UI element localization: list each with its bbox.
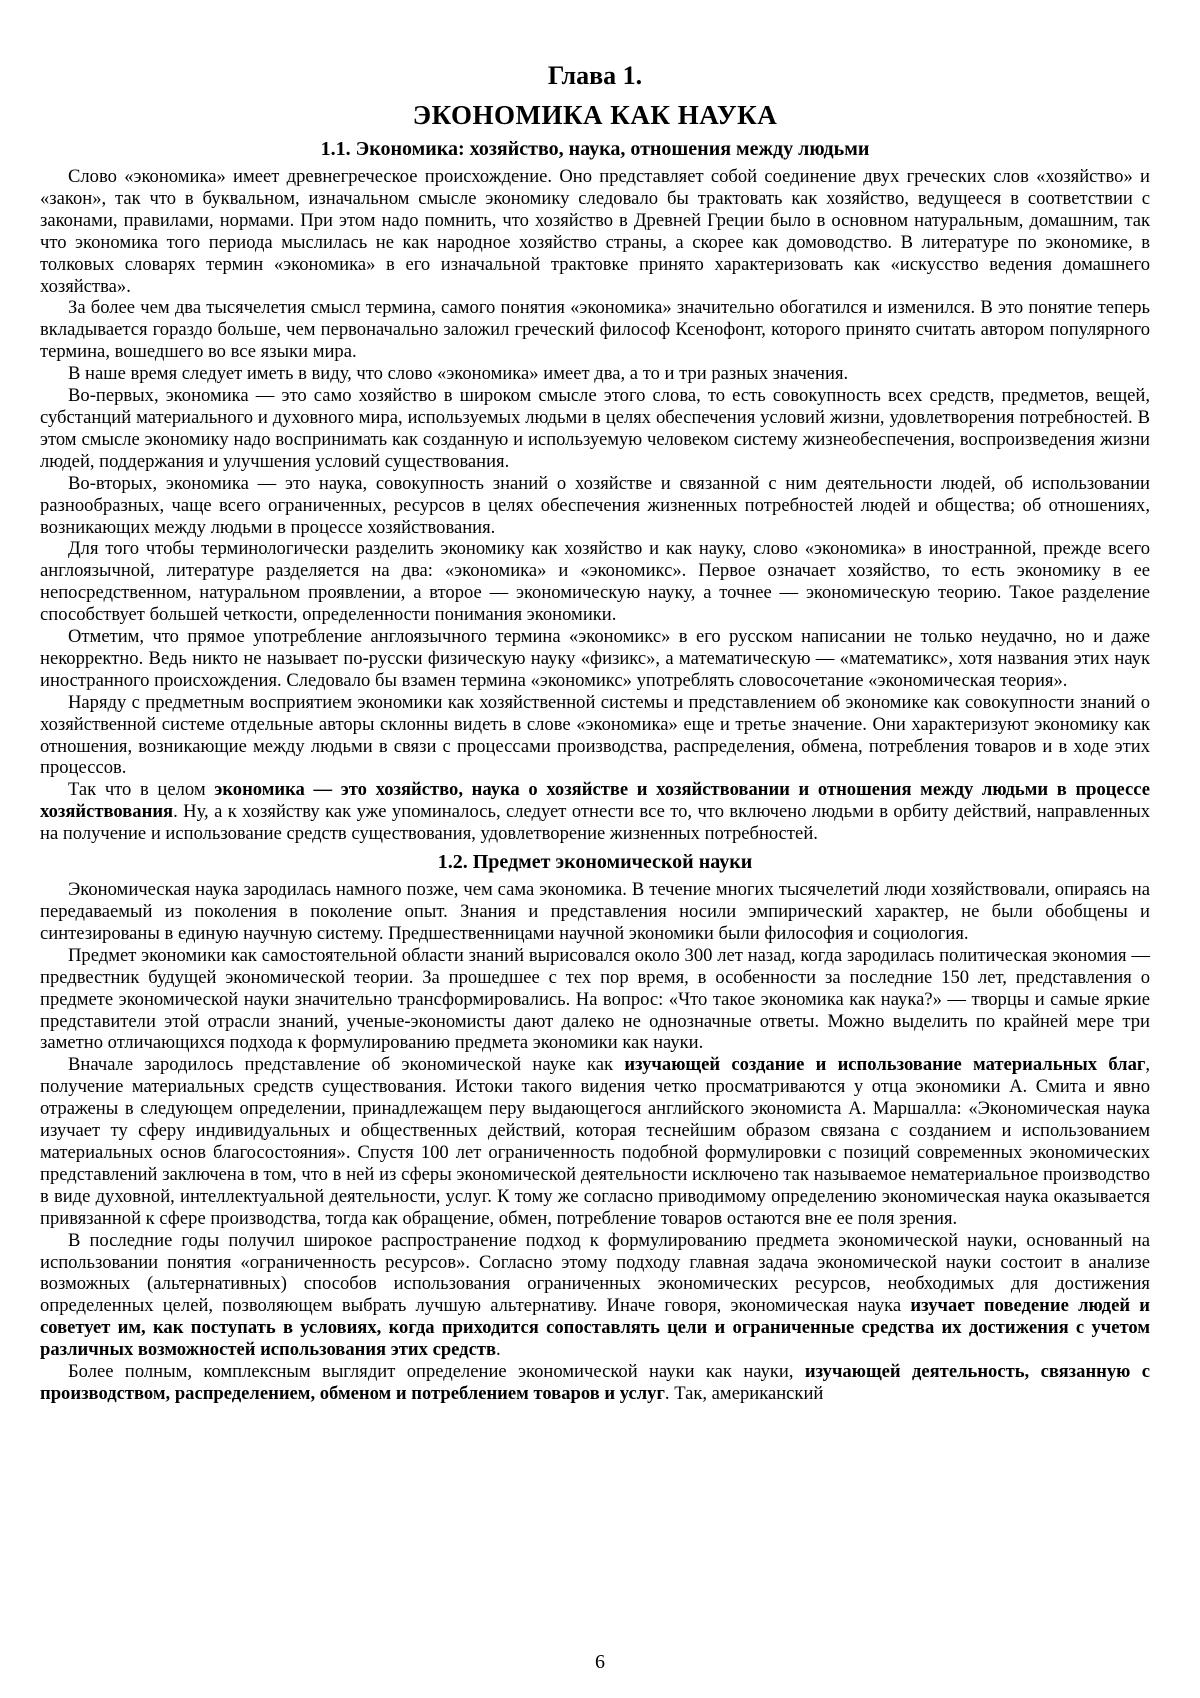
text-run: Более полным, комплексным выглядит определение экономической науки как науки, <box>68 1361 805 1383</box>
chapter-title: ЭКОНОМИКА КАК НАУКА <box>412 100 778 130</box>
text-run: Вначале зародилось представление об экономической науке как <box>68 1054 625 1076</box>
paragraph: Слово «экономика» имеет древнегреческое происхождение. Оно представляет собой соединение двух греческих слов «хозяйство» и «закон», так что в буквальном, изначальном смысле экономику следовало бы трактовать как хозяйство, ведущееся в соответствии с законами, правилами, нормами. При этом надо помнить, что хозяйство в Древней Греции было в основном натуральным, домашним, так что экономика того периода мыслилась не как народное хозяйство страны, а скорее как домоводство. В литературе по экономике, в толковых словарях термин «экономика» в его изначальной трактовке принято характеризовать как «искусство ведения домашнего хозяйства». <box>40 166 1150 297</box>
text-run: , получение материальных средств существования. Истоки такого видения четко просматриваются у отца экономики А. Смита и явно отражены в следующем определении, принадлежащем перу выдающегося английского экономиста А. Маршалла: «Экономическая наука изучает ту сферу индивидуальных и общественных действий, которая теснейшим образом связана с созданием и использованием материальных основ благосостояния». Спустя 100 лет ограниченность подобной формулировки с позиций современных экономических представлений заключена в том, что в ней из сферы экономической деятельности исключено так называемое нематериальное производство в виде духовной, интеллектуальной деятельности, услуг. К тому же согласно приводимому определению экономическая наука оказывается привязанной к сфере производства, тогда как обращение, обмен, потребление товаров остаются вне ее поля зрения. <box>40 1054 1151 1229</box>
paragraph: В наше время следует иметь в виду, что слово «экономика» имеет два, а то и три разных значения. <box>68 363 849 385</box>
page-number: 6 <box>595 1651 605 1673</box>
paragraph <box>40 1054 1150 1229</box>
chapter-number: Глава 1. <box>547 61 643 90</box>
paragraph: Для того чтобы терминологически разделить экономику как хозяйство и как науку, слово «экономика» в иностранной, прежде всего англоязычной, литературе разделяется на два: «экономика» и «экономикс». Первое означает хозяйство, то есть экономику в ее непосредственном, натуральном проявлении, а второе — экономическую науку, а точнее — экономическую теорию. Такое разделение способствует большей четкости, определенности понимания экономики. <box>40 538 1150 626</box>
section-heading-1-2: 1.2. Предмет экономической науки <box>437 851 753 874</box>
paragraph: Наряду с предметным восприятием экономики как хозяйственной системы и представлением об экономике как совокупности знаний о хозяйственной системе отдельные авторы склонны видеть в слове «экономика» еще и третье значение. Они характеризуют экономику как отношения, возникающие между людьми в связи с процессами производства, распределения, обмена, потребления товаров и в ходе этих процессов. <box>40 691 1150 779</box>
text-run: . Так, американский <box>664 1382 824 1404</box>
paragraph-definition <box>40 779 1150 845</box>
bold-definition: экономика — это хозяйство, наука о хозяйстве и хозяйствовании и отношения между людьми в процессе хозяйствования <box>40 779 1150 823</box>
paragraph: Отметим, что прямое употребление англоязычного термина «экономикс» в его русском написании не только неудачно, но и даже некорректно. Ведь никто не называет по-русски физическую науку «физикс», а математическую — «математикс», хотя названия этих наук иностранного происхождения. Следовало бы взамен термина «экономикс» употреблять словосочетание «экономическая теория». <box>40 626 1150 691</box>
paragraph: Во-первых, экономика — это само хозяйство в широком смысле этого слова, то есть совокупность всех средств, предметов, вещей, субстанций материального и духовного мира, используемых людьми в целях обеспечения условий жизни, удовлетворения потребностей. В этом смысле экономику надо воспринимать как созданную и используемую человеком систему жизнеобеспечения, воспроизведения жизни людей, поддержания и улучшения условий существования. <box>40 385 1150 472</box>
paragraph: Во-вторых, экономика — это наука, совокупность знаний о хозяйстве и связанной с ним деятельности людей, об использовании разнообразных, чаще всего ограниченных, ресурсов в целях обеспечения жизненных потребностей людей и общества; об отношениях, возникающих между людьми в процессе хозяйствования. <box>40 472 1150 538</box>
text-run: . Ну, а к хозяйству как уже упоминалось, следует отнести все то, что включено людьми в орбиту действий, направленных на получение и использование средств существования, удовлетворение жизненных потребностей. <box>40 801 1150 845</box>
section-heading-1-1: 1.1. Экономика: хозяйство, наука, отношения между людьми <box>320 138 870 160</box>
bold-phrase: изучает поведение людей и советует им, как поступать в условиях, когда приходится сопоставлять цели и ограниченные средства их достижения с учетом различных возможностей использования этих средств <box>40 1295 1150 1361</box>
paragraph <box>40 1230 1150 1361</box>
text-run: В последние годы получил широкое распространение подход к формулированию предмета экономической науки, основанный на использовании понятия «ограниченность ресурсов». Согласно этому подходу главная задача экономической науки состоит в анализе возможных (альтернативных) способов использования ограниченных экономических ресурсов, необходимых для достижения определенных целей, позволяющем выбрать лучшую альтернативу. Иначе говоря, экономическая наука <box>40 1229 1150 1317</box>
paragraph: За более чем два тысячелетия смысл термина, самого понятия «экономика» значительно обогатился и изменился. В это понятие теперь вкладывается гораздо больше, чем первоначально заложил греческий философ Ксенофонт, которого принято считать автором популярного термина, вошедшего во все языки мира. <box>40 297 1150 363</box>
text-run: . <box>496 1339 501 1361</box>
paragraph: Экономическая наука зародилась намного позже, чем сама экономика. В течение многих тысячелетий люди хозяйствовали, опираясь на передаваемый из поколения в поколение опыт. Знания и представления носили эмпирический характер, не были обобщены и синтезированы в единую научную систему. Предшественницами научной экономики были философия и социология. <box>40 879 1150 944</box>
text-run: Так что в целом <box>68 779 215 801</box>
bold-phrase: изучающей деятельность, связанную с производством, распределением, обменом и потреблением товаров и услуг <box>40 1361 1150 1404</box>
paragraph: Предмет экономики как самостоятельной области знаний вырисовался около 300 лет назад, когда зародилась политическая экономия — предвестник будущей экономической теории. За прошедшее с тех пор время, в особенности за последние 150 лет, представления о предмете экономической науки значительно трансформировались. На вопрос: «Что такое экономика как наука?» — творцы и самые яркие представители этой отрасли знаний, ученые-экономисты дают далеко не однозначные ответы. Можно выделить по крайней мере три заметно отличающихся подхода к формулированию предмета экономики как науки. <box>40 944 1150 1054</box>
paragraph <box>40 1361 1150 1405</box>
bold-phrase: изучающей создание и использование материальных благ <box>624 1054 1146 1076</box>
